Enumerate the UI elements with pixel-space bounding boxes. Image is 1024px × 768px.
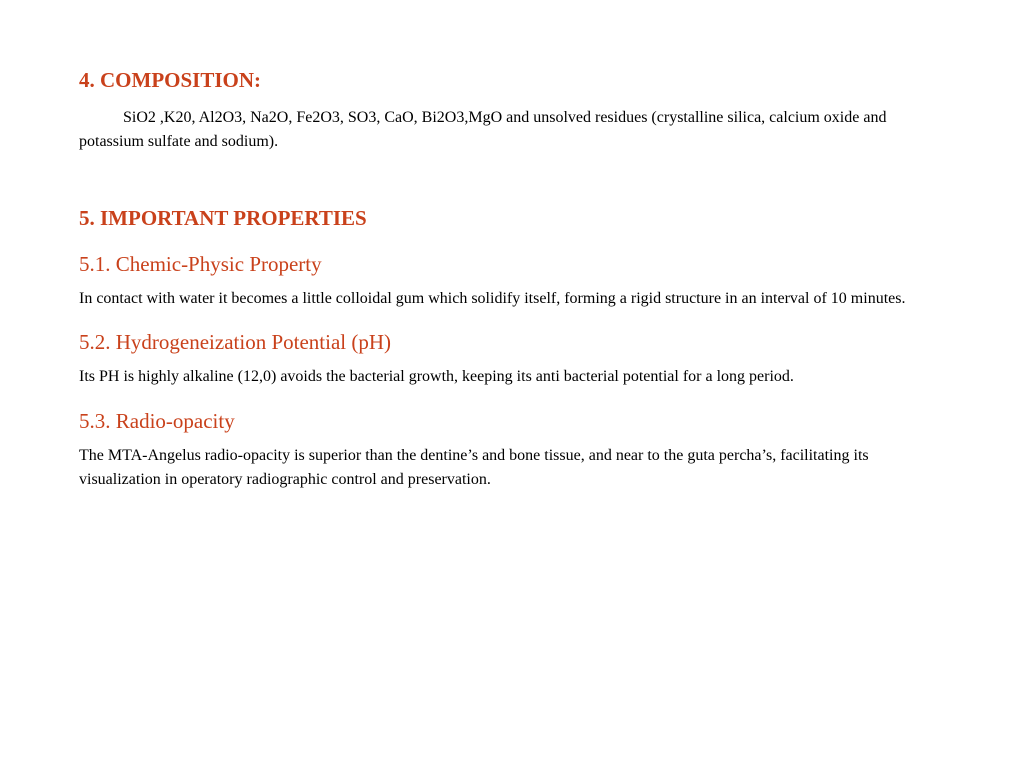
important-properties-heading: 5. IMPORTANT PROPERTIES: [79, 206, 367, 230]
chemic-physic-property-paragraph: In contact with water it becomes a little colloidal gum which solidify itself, forming a rigid structure in an interval of 10 minutes.: [79, 290, 906, 307]
composition-heading: 4. COMPOSITION:: [79, 68, 262, 92]
hydrogeneization-potential-heading: 5.2. Hydrogeneization Potential (pH): [79, 330, 392, 354]
document-page: [79, 66, 939, 492]
chemic-physic-property-heading: 5.1. Chemic-Physic Property: [79, 252, 322, 276]
composition-paragraph: SiO2 ,K20, Al2O3, Na2O, Fe2O3, SO3, CaO, Bi2O3,MgO and unsolved residues (crystalline silica, calcium oxide and potassium sulfate and sodium).: [79, 109, 887, 150]
hydrogeneization-potential-paragraph: Its PH is highly alkaline (12,0) avoids the bacterial growth, keeping its anti bacterial potential for a long period.: [79, 368, 794, 385]
radio-opacity-heading: 5.3. Radio-opacity: [79, 409, 235, 433]
radio-opacity-paragraph: The MTA-Angelus radio-opacity is superior than the dentine’s and bone tissue, and near to the guta percha’s, facilitating its visualization in operatory radiographic control and preservation.: [79, 447, 869, 488]
